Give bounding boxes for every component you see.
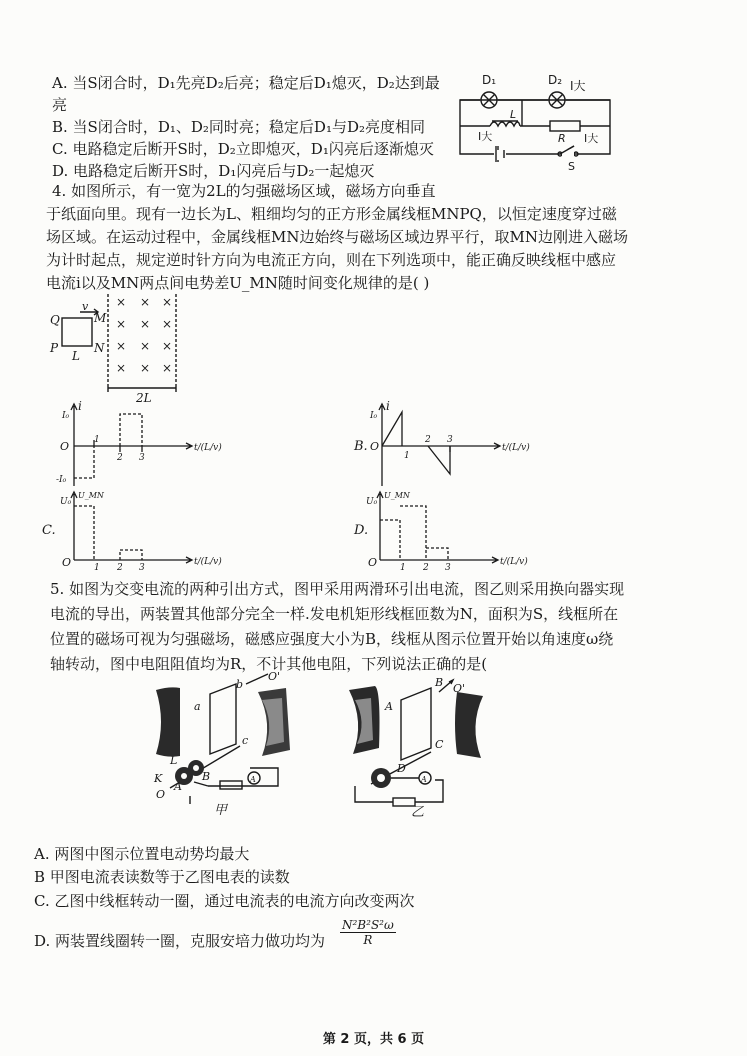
q4-line-4: 为计时起点，规定逆时针方向为电流正方向，则在下列选项中，能正确反映线框中感应: [46, 251, 617, 269]
jia-label-o: O: [156, 788, 166, 801]
yi-label-c: C: [435, 738, 444, 751]
q5-option-d: D. 两装置线圈转一圈，克服安培力做功均为: [34, 932, 326, 950]
yi-label-d: D: [397, 762, 406, 775]
graph-d-label: D.: [354, 523, 369, 538]
graph-c-t1: 1: [94, 563, 100, 573]
label-d1: D₁: [482, 73, 497, 87]
graph-c-origin: O: [62, 556, 72, 569]
graph-b-y: i: [386, 399, 390, 413]
q4-line-3: 场区域。在运动过程中，金属线框MN边始终与磁场区域边界平行，取MN边刚进入磁场: [46, 228, 628, 246]
q5-line-1: 5. 如图为交变电流的两种引出方式，图甲采用两滑环引出电流，图乙则采用换向器实现: [50, 580, 625, 598]
label-s: S: [568, 160, 575, 173]
graph-a-t3: 3: [139, 453, 145, 463]
vertex-m: M: [94, 311, 107, 325]
svg-text:×: ×: [162, 295, 173, 309]
jia-label-l: L: [170, 754, 178, 767]
q3-option-b: B. 当S闭合时，D₁、D₂同时亮；稳定后D₁与D₂亮度相同: [52, 118, 425, 136]
graph-a-y: i: [78, 399, 82, 413]
q5-line-2: 电流的导出，两装置其他部分完全一样.发电机矩形线框匝数为N，面积为S，线框所在: [50, 605, 619, 623]
yi-label-b: B: [435, 676, 444, 689]
graph-c: [42, 490, 222, 573]
label-r: R: [558, 132, 566, 145]
q5-option-c: C. 乙图中线框转动一圈，通过电流表的电流方向改变两次: [34, 892, 415, 910]
jia-label-o1: O': [268, 670, 281, 683]
jia-label-b: b: [236, 678, 244, 691]
graph-c-t2: 2: [117, 563, 123, 573]
graph-c-label: C.: [42, 523, 56, 538]
formula-numerator: N²B²S²ω: [342, 918, 394, 932]
graph-d-t2: 2: [423, 563, 429, 573]
graph-d-y: U_MN: [384, 491, 410, 500]
q4-line-2: 于纸面向里。现有一边长为L、粗细均匀的正方形金属线框MNPQ，以恒定速度穿过磁: [46, 205, 617, 223]
q5-line-4: 轴转动，图中电阻阻值均为R，不计其他电阻，下列说法正确的是(: [50, 655, 488, 673]
svg-text:×: ×: [140, 339, 151, 353]
svg-text:×: ×: [162, 339, 173, 353]
vertex-n: N: [94, 341, 105, 355]
graph-a: [44, 399, 222, 490]
graph-c-u0: U₀: [60, 497, 72, 507]
formula-denominator: R: [363, 933, 373, 947]
graph-c-y: U_MN: [78, 491, 104, 500]
q5-line-3: 位置的磁场可视为匀强磁场，磁感应强度大小为B，线框从图示位置开始以角速度ω绕: [50, 630, 614, 648]
graph-b-i0: I₀: [370, 411, 378, 421]
note-i1: I大: [570, 79, 586, 93]
yi-label-o1: O': [453, 682, 466, 695]
svg-text:×: ×: [140, 295, 151, 309]
q5-option-d-formula: [340, 918, 396, 947]
svg-text:×: ×: [162, 361, 173, 375]
graph-b-label: B.: [354, 439, 368, 454]
q3-option-d: D. 电路稳定后断开S时，D₁闪亮后与D₂一起熄灭: [52, 162, 375, 180]
svg-text:×: ×: [116, 295, 127, 309]
graph-c-xlabel: t/(L/v): [194, 557, 222, 567]
jia-label-bb: B: [202, 770, 211, 783]
graph-a-xlabel: t/(L/v): [194, 443, 222, 453]
q4-field-figure: [44, 290, 194, 405]
graph-d-u0: U₀: [366, 497, 378, 507]
jia-label-k: K: [154, 772, 163, 785]
side-length-label: L: [72, 349, 80, 363]
graph-d-xlabel: t/(L/v): [500, 557, 528, 567]
jia-caption: 甲: [214, 803, 228, 818]
generator-figure-jia: [150, 670, 310, 818]
q3-option-a-cont: 亮: [52, 96, 68, 114]
graph-b-t1: 1: [404, 451, 410, 461]
graph-a-i0: I₀: [62, 411, 70, 421]
vertex-q: Q: [50, 313, 60, 327]
generator-figure-yi: [345, 678, 505, 818]
graph-b-xlabel: t/(L/v): [502, 443, 530, 453]
q4-line-5: 电流i以及MN两点间电势差U_MN随时间变化规律的是( ): [46, 274, 430, 292]
graph-b-t3: 3: [447, 435, 453, 445]
q3-option-c: C. 电路稳定后断开S时，D₂立即熄灭，D₁闪亮后逐渐熄灭: [52, 140, 434, 158]
svg-text:×: ×: [116, 317, 127, 331]
graph-b-t2: 2: [425, 435, 431, 445]
jia-ammeter: A: [250, 775, 256, 784]
label-d2: D₂: [548, 73, 563, 87]
page-footer: 第 2 页，共 6 页: [322, 1032, 425, 1047]
jia-label-aa: A: [174, 780, 182, 793]
note-i2: I大: [478, 130, 493, 143]
yi-ammeter: A: [421, 775, 427, 784]
velocity-label: v: [82, 300, 89, 313]
graph-d-origin: O: [368, 556, 378, 569]
yi-label-a: A: [385, 700, 393, 713]
graph-a-t2: 2: [117, 453, 123, 463]
q5-option-a: A. 两图中图示位置电动势均最大: [34, 845, 250, 863]
graph-a-t1: 1: [94, 435, 100, 445]
q4-line-1: 4. 如图所示，有一宽为2L的匀强磁场区域，磁场方向垂直: [52, 182, 436, 200]
graph-d: [350, 490, 530, 573]
graph-b: [352, 400, 532, 490]
graph-a-origin: O: [60, 440, 70, 453]
label-l: L: [510, 108, 517, 121]
graph-d-t1: 1: [400, 563, 406, 573]
vertex-p: P: [50, 341, 59, 355]
q5-option-b: B 甲图电流表读数等于乙图电表的读数: [34, 868, 290, 886]
jia-label-c: c: [242, 734, 249, 747]
q3-option-a: A. 当S闭合时，D₁先亮D₂后亮；稳定后D₁熄灭，D₂达到最: [52, 74, 440, 92]
graph-a-neg-i0: -I₀: [56, 475, 67, 485]
svg-text:×: ×: [140, 317, 151, 331]
q3-circuit-diagram: [450, 66, 620, 173]
svg-text:×: ×: [140, 361, 151, 375]
svg-text:×: ×: [116, 339, 127, 353]
graph-d-t3: 3: [445, 563, 451, 573]
field-width-label: 2L: [136, 391, 152, 405]
yi-caption: 乙: [411, 805, 425, 820]
graph-c-t3: 3: [139, 563, 145, 573]
jia-label-a: a: [194, 700, 201, 713]
note-i3: I大: [584, 132, 599, 145]
svg-text:×: ×: [162, 317, 173, 331]
graph-b-origin: O: [370, 440, 380, 453]
svg-text:×: ×: [116, 361, 127, 375]
